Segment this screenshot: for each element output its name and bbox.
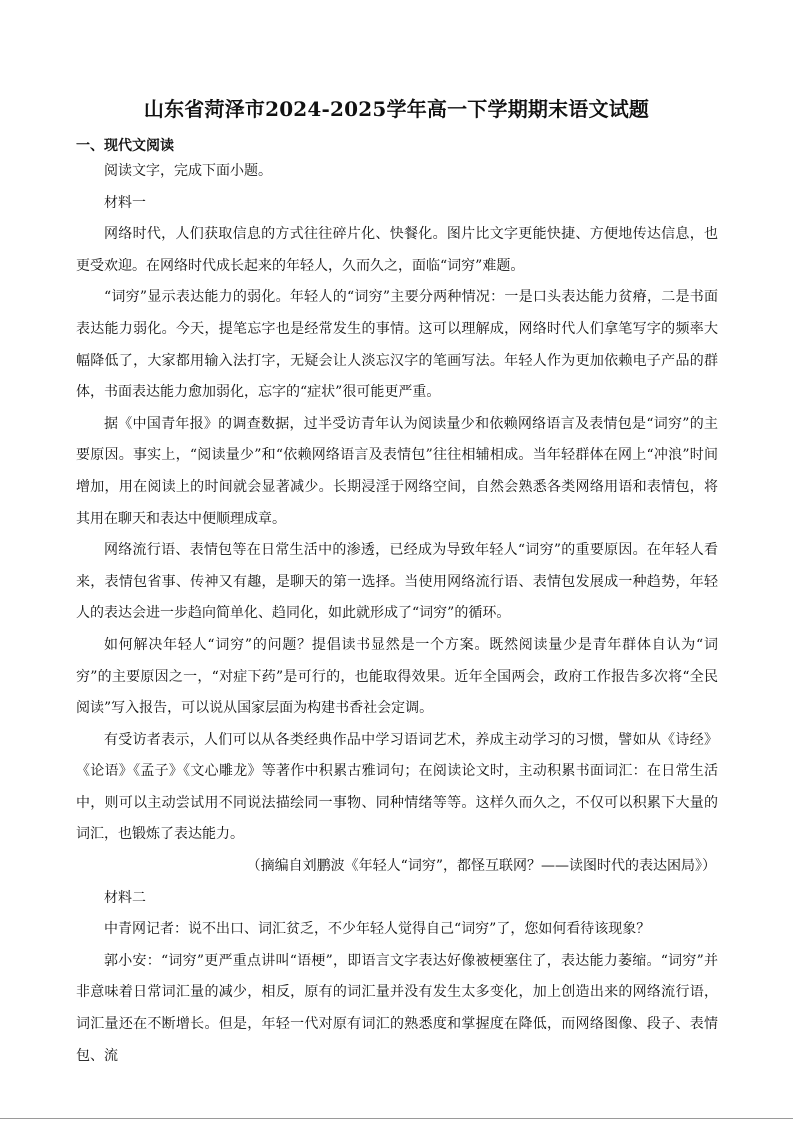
interview-question: 中青网记者：说不出口、词汇贫乏，不少年轻人觉得自己“词穷”了，您如何看待该现象？ <box>104 921 651 938</box>
interview-answer: 郭小安：“词穷”更严重点讲叫“语梗”，即语言文字表达好像被梗塞住了，表达能力萎缩。“词穷”并非意味着日常词汇量的减少，相反，原有的词汇量并没有发生太多变化，加上创造出来的网络流行语，词汇量还在不断增长。但是，年轻一代对原有词汇的熟悉度和掌握度在降低，而网络图像、段子、表情包、流 <box>76 952 718 1064</box>
paragraph: 网络流行语、表情包等在日常生活中的渗透，已经成为导致年轻人“词穷”的重要原因。在年轻人看来，表情包省事、传神又有趣，是聊天的第一选择。当使用网络流行语、表情包发展成一种趋势，年轻人的表达会进一步趋向简单化、趋同化，如此就形成了“词穷”的循环。 <box>76 542 718 622</box>
material-one-label: 材料一 <box>104 194 146 211</box>
page-bottom-divider <box>0 1118 793 1119</box>
reading-passage <box>76 156 718 1072</box>
paragraph: “词穷”显示表达能力的弱化。年轻人的“词穷”主要分两种情况：一是口头表达能力贫瘠，二是书面表达能力弱化。今天，提笔忘字也是经常发生的事情。这可以理解成，网络时代人们拿笔写字的频率大幅降低了，大家都用输入法打字，无疑会让人淡忘汉字的笔画写法。年轻人作为更加依赖电子产品的群体，书面表达能力愈加弱化，忘字的“症状”很可能更严重。 <box>76 289 718 401</box>
section-heading: 一、现代文阅读 <box>76 138 174 154</box>
material-two-label: 材料二 <box>104 889 146 906</box>
source-citation: （摘编自刘鹏波《年轻人“词穷”，都怪互联网？——读图时代的表达困局》） <box>246 858 716 875</box>
paragraph: 如何解决年轻人“词穷”的问题？提倡读书显然是一个方案。既然阅读量少是青年群体自认为“词穷”的主要原因之一，“对症下药”是可行的，也能取得效果。近年全国两会，政府工作报告多次将“全民阅读”写入报告，可以说从国家层面为构建书香社会定调。 <box>76 636 718 717</box>
instruction-paragraph: 阅读文字，完成下面小题。 <box>104 163 272 179</box>
paragraph: 有受访者表示，人们可以从各类经典作品中学习语词艺术，养成主动学习的习惯，譬如从《诗经》《论语》《孟子》《文心雕龙》等著作中积累古雅词句；在阅读论文时，主动积累书面词汇：在日常生活中，则可以主动尝试用不同说法描绘同一事物、同种情绪等等。这样久而久之，不仅可以积累下大量的词汇，也锻炼了表达能力。 <box>76 731 718 843</box>
paragraph: 网络时代，人们获取信息的方式往往碎片化、快餐化。图片比文字更能快捷、方便地传达信息，也更受欢迎。在网络时代成长起来的年轻人，久而久之，面临“词穷”难题。 <box>76 226 718 274</box>
page-title: 山东省菏泽市2024-2025学年高一下学期期末语文试题 <box>143 97 650 121</box>
paragraph: 据《中国青年报》的调查数据，过半受访青年认为阅读量少和依赖网络语言及表情包是“词穷”的主要原因。事实上，“阅读量少”和“依赖网络语言及表情包”往往相辅相成。当年轻群体在网上“冲浪”时间增加，用在阅读上的时间就会显著减少。长期浸淫于网络空间，自然会熟悉各类网络用语和表情包，将其用在聊天和表达中便顺理成章。 <box>76 415 718 527</box>
